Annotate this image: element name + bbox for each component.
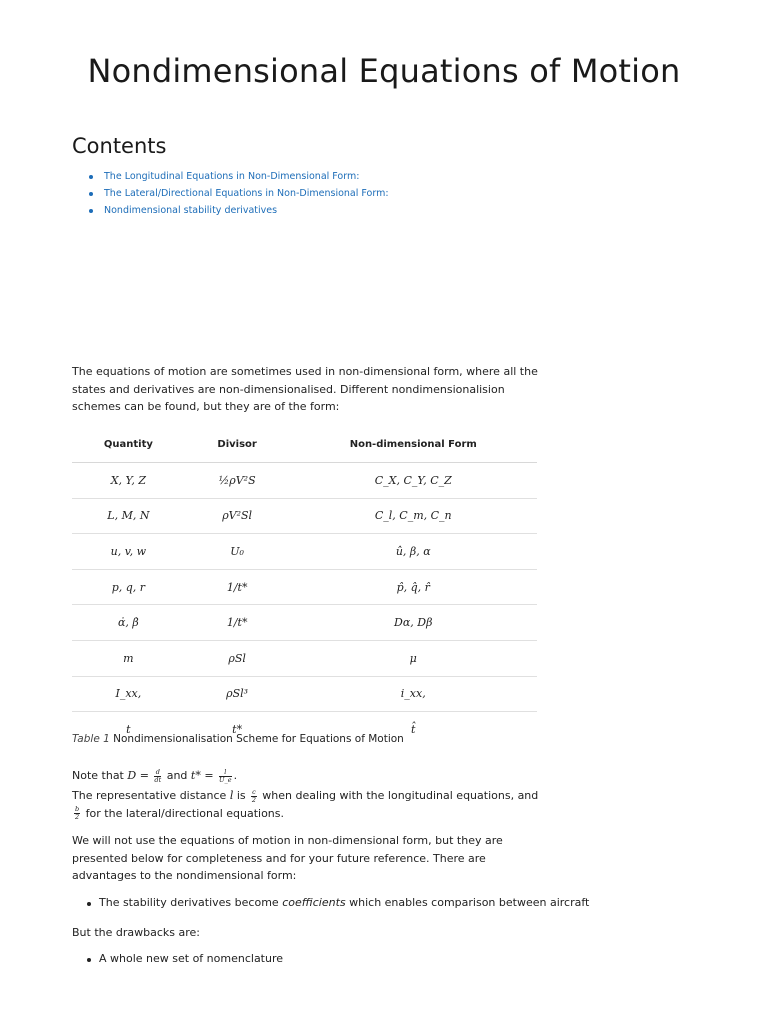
- toc-item[interactable]: [104, 202, 389, 219]
- table-cell: ½ρV²S: [185, 463, 290, 499]
- column-header-divisor: Divisor: [185, 426, 290, 463]
- table-cell: 1/t*: [185, 605, 290, 641]
- fraction-c-2: $\frac{c}{2}$: [251, 787, 257, 804]
- table-cell: X, Y, Z: [72, 463, 185, 499]
- column-header-form: Non-dimensional Form: [290, 426, 538, 463]
- table-cell: m: [72, 640, 185, 676]
- table-cell: 1/t*: [185, 569, 290, 605]
- table-row: [72, 605, 537, 641]
- toc-item[interactable]: [104, 185, 389, 202]
- caption-text: Nondimensionalisation Scheme for Equations of Motion: [113, 733, 404, 745]
- table-cell: û, β, α: [290, 534, 538, 570]
- table-cell: i_xx,: [290, 676, 538, 712]
- toc-link-lateral[interactable]: The Lateral/Directional Equations in Non-Dimensional Form:: [104, 188, 389, 199]
- list-item: A whole new set of nomenclature: [99, 952, 284, 965]
- table-row: [72, 640, 537, 676]
- contents-heading: Contents: [72, 134, 167, 158]
- caption-label: Table 1: [72, 733, 110, 745]
- table-cell: ρSl³: [185, 676, 290, 712]
- advantages-list: [72, 896, 589, 909]
- fraction-d-dt: $\frac{d}{dt}$: [154, 767, 162, 784]
- intro-paragraph: The equations of motion are sometimes used in non-dimensional form, where all the states and derivatives are non-dimensionalised. Different nondimensionalision schemes can be found, but they are of the form:: [72, 365, 538, 413]
- table-cell: u, v, w: [72, 534, 185, 570]
- table-of-contents: [72, 168, 389, 219]
- toc-link-derivatives[interactable]: Nondimensional stability derivatives: [104, 205, 278, 216]
- table-cell: I_xx,: [72, 676, 185, 712]
- table-cell: μ: [290, 640, 538, 676]
- page-title: Nondimensional Equations of Motion: [87, 52, 681, 90]
- fraction-b-2: $\frac{b}{2}$: [75, 805, 80, 821]
- toc-link-longitudinal[interactable]: The Longitudinal Equations in Non-Dimensional Form:: [104, 171, 360, 182]
- table-cell: C_l, C_m, C_n: [290, 498, 538, 534]
- table-cell: p̂, q̂, r̂: [290, 569, 538, 605]
- column-header-quantity: Quantity: [72, 426, 185, 463]
- table-row: [72, 676, 537, 712]
- drawbacks-list: [72, 952, 283, 965]
- table-cell: t: [126, 722, 131, 736]
- table-cell: p, q, r: [72, 569, 185, 605]
- table-cell: t*: [232, 722, 243, 736]
- table-row: [72, 569, 537, 605]
- table-cell: L, M, N: [72, 498, 185, 534]
- list-item: The stability derivatives become coefficients which enables comparison between aircraft: [99, 896, 590, 909]
- table-cell: Dα, Dβ: [290, 605, 538, 641]
- representative-distance-paragraph: The representative distance l is $\frac{c}{2}$ when dealing with the longitudinal equations, and $\frac{b}{2}$ for the lateral/directional equations.: [72, 787, 539, 821]
- table-cell: t̂: [411, 722, 416, 736]
- table-header-row: [72, 426, 537, 463]
- table-cell: ρSl: [185, 640, 290, 676]
- note-line: Note that D = $\frac{d}{dt}$ and t* = $\frac{l}{U\_e}$ .: [72, 767, 238, 784]
- fraction-l-ue: $\frac{l}{U\_e}$: [219, 767, 232, 784]
- table-cell: ρV²Sl: [185, 498, 290, 534]
- table-row: [72, 463, 537, 499]
- drawbacks-label: But the drawbacks are:: [72, 926, 200, 939]
- second-paragraph: We will not use the equations of motion in non-dimensional form, but they are presented below for completeness and for your future reference. There are advantages to the nondimensional form:: [72, 834, 503, 882]
- table-cell: α̇, β̇: [72, 605, 185, 641]
- table-caption: [72, 733, 404, 745]
- toc-item[interactable]: [104, 168, 389, 185]
- table-row: [72, 534, 537, 570]
- table-cell: U₀: [185, 534, 290, 570]
- table-cell: C_X, C_Y, C_Z: [290, 463, 538, 499]
- nondimensional-table: [72, 426, 537, 747]
- table-row: [72, 498, 537, 534]
